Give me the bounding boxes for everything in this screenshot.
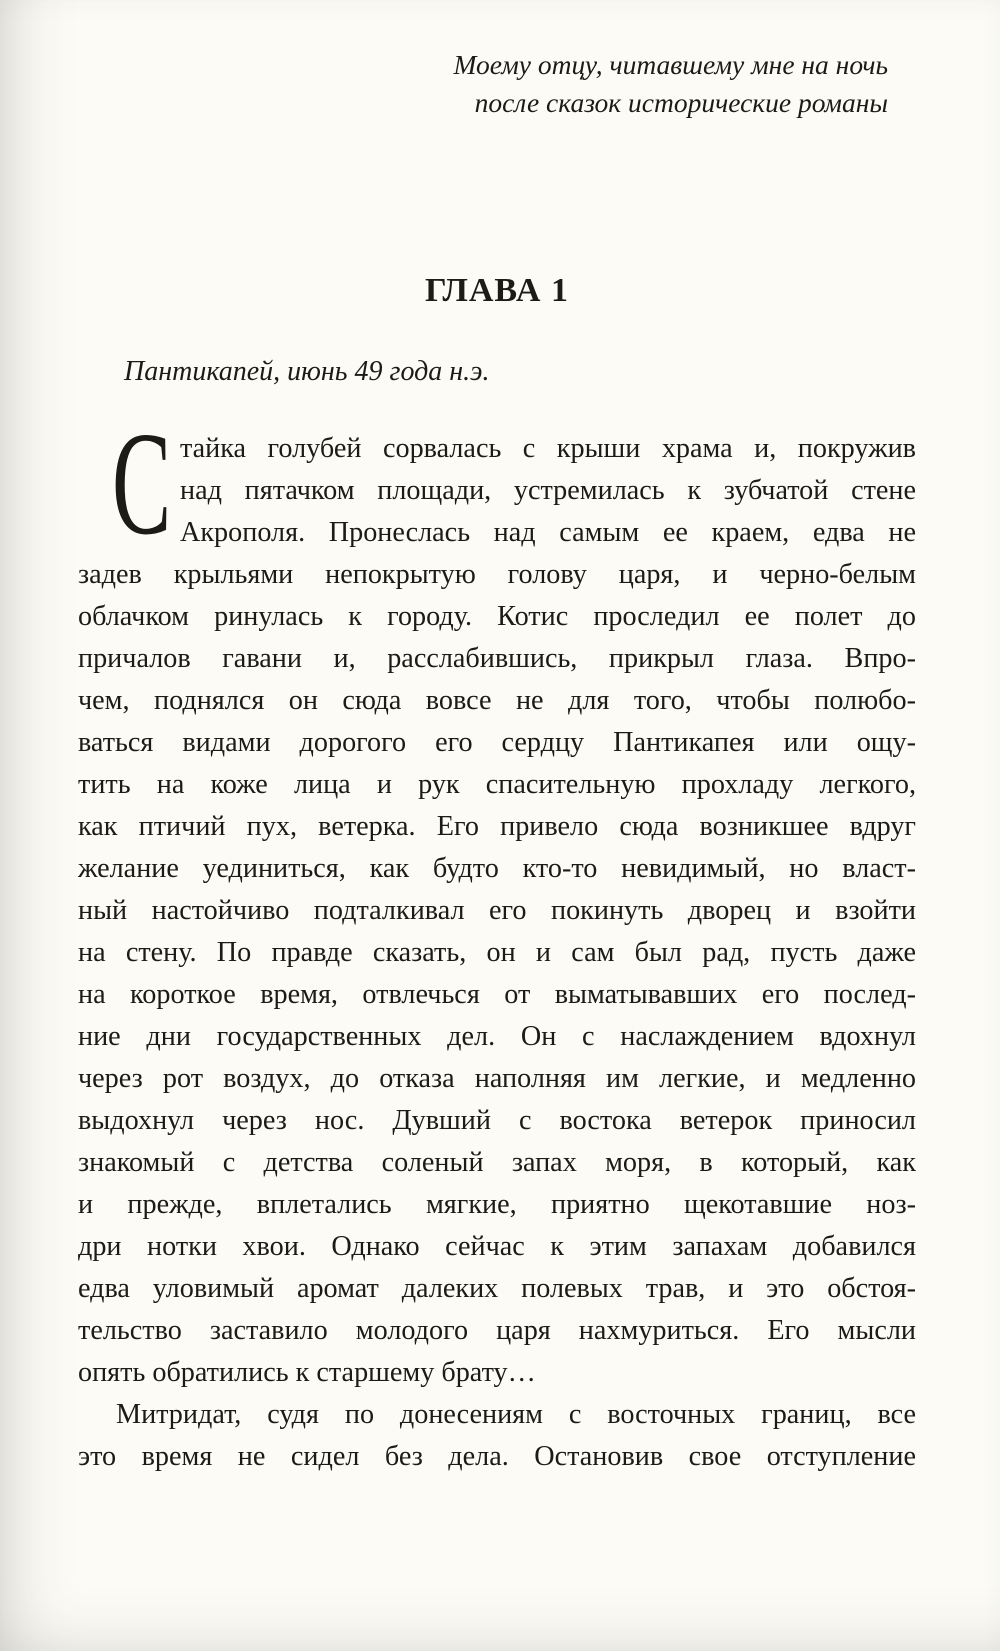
dedication-line: Моему отцу, читавшему мне на ночь: [453, 49, 888, 80]
text-line: тельство заставило молодого царя нахмуриться. Его мысли: [78, 1315, 916, 1346]
text-line: Акрополя. Пронеслась над самым ее краем, едва не: [180, 517, 916, 548]
paragraph: [78, 402, 916, 1394]
text-line: причалов гавани и, расслабившись, прикрыл глаза. Впро-: [78, 643, 916, 674]
text-line: опять обратились к старшему брату…: [78, 1357, 536, 1388]
text-line: желание уединиться, как будто кто-то невидимый, но власт-: [78, 853, 916, 884]
text-line: Митридат, судя по донесениям с восточных границ, все: [116, 1399, 916, 1430]
body-text: [78, 402, 916, 1478]
chapter-title: ГЛАВА 1: [425, 272, 569, 309]
text-line: над пятачком площади, устремилась к зубчатой стене: [180, 475, 916, 506]
text-line: ный настойчиво подталкивал его покинуть дворец и взойти: [78, 895, 916, 926]
text-line: чем, поднялся он сюда вовсе не для того, чтобы полюбо-: [78, 685, 916, 716]
text-line: как птичий пух, ветерка. Его привело сюда возникшее вдруг: [78, 811, 916, 842]
text-line: ние дни государственных дел. Он с наслаждением вдохнул: [78, 1021, 916, 1052]
text-line: задев крыльями непокрытую голову царя, и черно-белым: [78, 559, 916, 590]
text-line: тайка голубей сорвалась с крыши храма и, покружив: [180, 433, 916, 464]
text-line: ваться видами дорогого его сердцу Пантикапея или ощу-: [78, 727, 916, 758]
text-line: на короткое время, отвлечься от выматывавших его послед-: [78, 979, 916, 1010]
text-line: и прежде, вплетались мягкие, приятно щекотавшие ноз-: [78, 1189, 916, 1220]
paragraph: [78, 1394, 916, 1478]
text-line: это время не сидел без дела. Остановив свое отступление: [78, 1441, 916, 1472]
paragraph-lines: [78, 402, 916, 1394]
text-line: через рот воздух, до отказа наполняя им легкие, и медленно: [78, 1063, 916, 1094]
text-line: выдохнул через нос. Дувший с востока ветерок приносил: [78, 1105, 916, 1136]
text-line: едва уловимый аромат далеких полевых трав, и это обстоя-: [78, 1273, 916, 1304]
text-line: дри нотки хвои. Однако сейчас к этим запахам добавился: [78, 1231, 916, 1262]
text-line: на стену. По правде сказать, он и сам был рад, пусть даже: [78, 937, 916, 968]
paragraph-lines: [78, 1394, 916, 1478]
dateline: Пантикапей, июнь 49 года н.э.: [124, 356, 490, 387]
text-line: тить на коже лица и рук спасительную прохладу легкого,: [78, 769, 916, 800]
dedication: [78, 46, 916, 122]
text-line: облачком ринулась к городу. Котис проследил ее полет до: [78, 601, 916, 632]
drop-cap: С: [112, 402, 172, 566]
text-line: знакомый с детства соленый запах моря, в который, как: [78, 1147, 916, 1178]
dedication-line: после сказок исторические романы: [474, 87, 888, 118]
